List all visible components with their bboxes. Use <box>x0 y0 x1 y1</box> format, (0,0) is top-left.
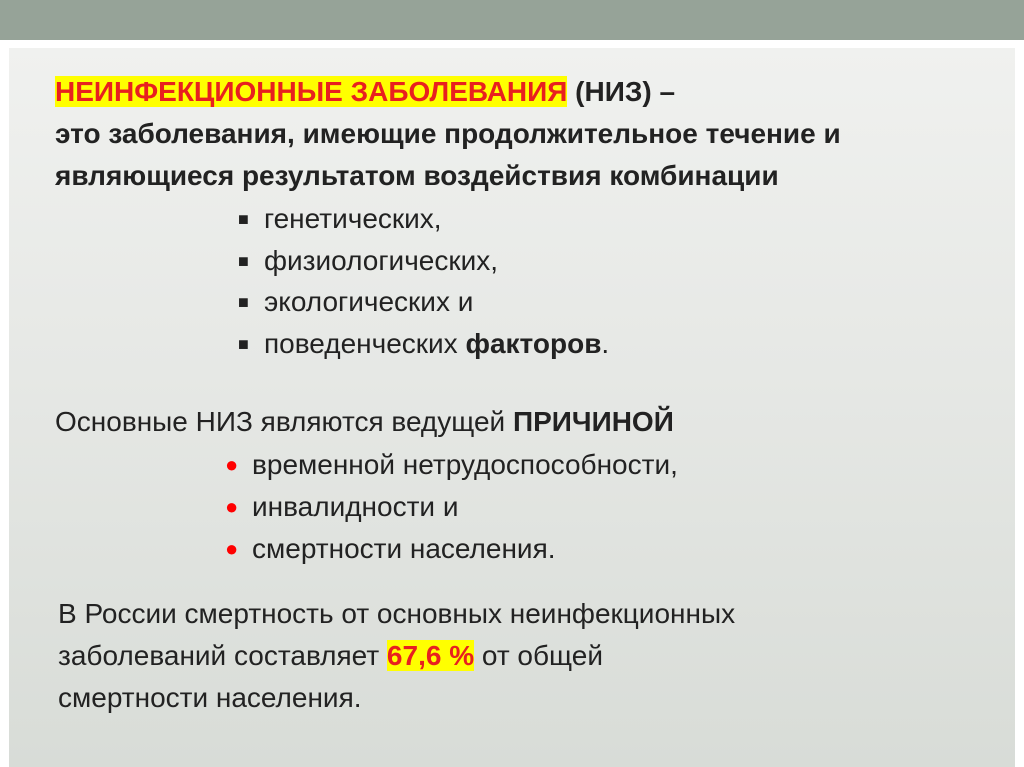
definition-title-line <box>55 76 675 108</box>
red-dot-bullet-icon: ● <box>225 452 239 477</box>
factor-label: экологических и <box>264 286 474 317</box>
causes-intro-text: Основные НИЗ являются ведущей <box>55 406 513 437</box>
cause-item <box>225 533 556 565</box>
factor-label: поведенческих <box>264 328 466 359</box>
factors-bold-word: факторов <box>465 328 602 359</box>
term-abbr: (НИЗ) – <box>567 76 676 107</box>
factor-item <box>238 328 609 360</box>
cause-label: временной нетрудоспособности, <box>252 449 678 480</box>
cause-label: инвалидности и <box>252 491 459 522</box>
russia-line-3: смертности населения. <box>58 682 362 713</box>
square-bullet-icon: ■ <box>238 251 249 271</box>
russia-line-2-end: от общей <box>474 640 603 671</box>
factor-item <box>238 286 473 318</box>
mortality-percent: 67,6 % <box>386 640 475 671</box>
factor-label: физиологических, <box>264 245 499 276</box>
term-highlight: НЕИНФЕКЦИОННЫЕ ЗАБОЛЕВАНИЯ <box>55 76 568 107</box>
factor-label: генетических, <box>264 203 442 234</box>
russia-line-1: В России смертность от основных неинфекционных <box>58 598 736 629</box>
red-dot-bullet-icon: ● <box>225 536 239 561</box>
cause-label: смертности населения. <box>252 533 556 564</box>
factor-item <box>238 245 498 277</box>
causes-bold-word: ПРИЧИНОЙ <box>512 406 674 437</box>
cause-item <box>225 449 678 481</box>
top-bar <box>0 0 1024 40</box>
red-dot-bullet-icon: ● <box>225 494 239 519</box>
square-bullet-icon: ■ <box>238 292 249 312</box>
definition-line-3: являющиеся результатом воздействия комбинации <box>55 160 779 191</box>
russia-line-2 <box>58 640 603 672</box>
factors-period: . <box>601 328 610 359</box>
causes-intro <box>55 406 674 438</box>
cause-item <box>225 491 458 523</box>
square-bullet-icon: ■ <box>238 334 249 354</box>
definition-line-2: это заболевания, имеющие продолжительное течение и <box>55 118 841 149</box>
russia-line-2-start: заболеваний составляет <box>58 640 387 671</box>
factor-item <box>238 203 442 235</box>
square-bullet-icon: ■ <box>238 209 249 229</box>
